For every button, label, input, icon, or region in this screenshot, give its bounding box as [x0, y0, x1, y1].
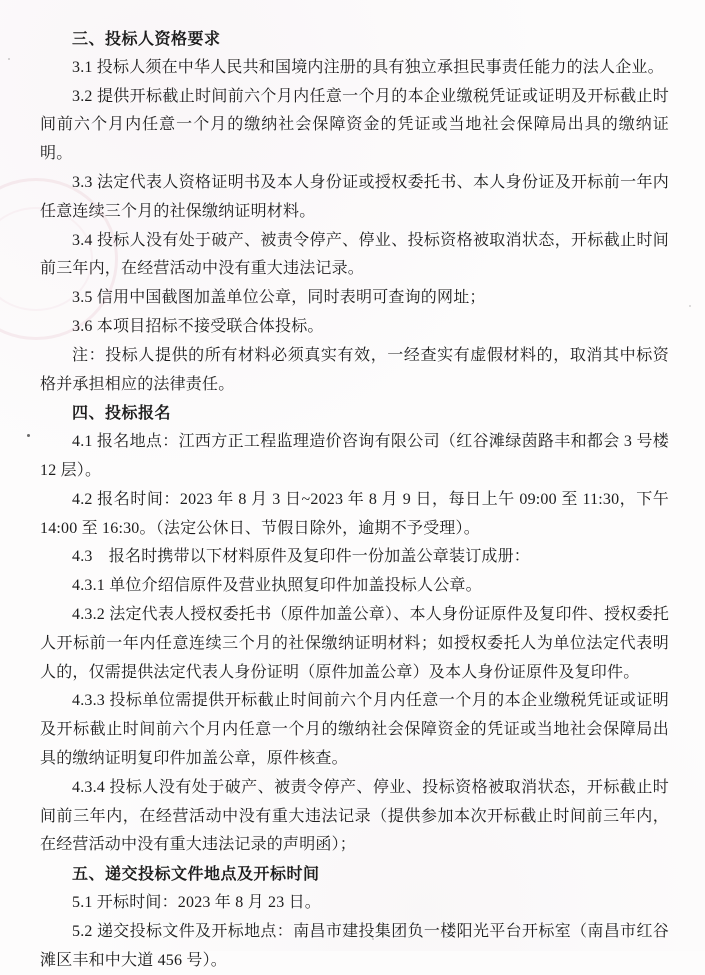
paragraph: 4.3.3 投标单位需提供开标截止时间前六个月内任意一个月的本企业缴税凭证或证明及开标截止时间前六个月内任意一个月的缴纳社会保障资金的凭证或当地社会保障局出具的缴纳证明复印件加盖公章，原件核查。 — [40, 692, 669, 767]
scan-speck — [8, 58, 10, 60]
paragraph: 4.2 报名时间：2023 年 8 月 3 日~2023 年 8 月 9 日，每日上午 09:00 至 11:30，下午 14:00 至 16:30。（法定公休日、节假日除外，逾期不予受理）。 — [40, 490, 669, 537]
paragraph: 4.3.2 法定代表人授权委托书（原件加盖公章）、本人身份证原件及复印件、授权委托人开标前一年内任意连续三个月的社保缴纳证明材料；如授权委托人为单位法定代表明人的，仅需提供法定代表人身份证明（原件加盖公章）及本人身份证原件及复印件。 — [40, 605, 669, 681]
paragraph: 4.3 报名时携带以下材料原件及复印件一份加盖公章装订成册： — [72, 548, 531, 566]
paragraph: 4.3.4 投标人没有处于破产、被责令停产、停业、投标资格被取消状态，开标截止时间前三年内，在经营活动中没有重大违法记录（提供参加本次开标截止时间前三年内，在经营活动中没有重大违法记录的声明函）； — [40, 778, 669, 854]
paragraph: 3.2 提供开标截止时间前六个月内任意一个月的本企业缴税凭证或证明及开标截止时间前六个月内任意一个月的缴纳社会保障资金的凭证或当地社会保障局出具的缴纳证明。 — [40, 87, 669, 163]
paragraph: 4.1 报名地点：江西方正工程监理造价咨询有限公司（红谷滩绿茵路丰和都会 3 号楼 12 层）。 — [40, 433, 669, 479]
paragraph: 4.3.1 单位介绍信原件及营业执照复印件加盖投标人公章。 — [72, 577, 482, 595]
paragraph: 5.1 开标时间：2023 年 8 月 23 日。 — [72, 893, 322, 911]
paragraph: 3.3 法定代表人资格证明书及本人身份证或授权委托书、本人身份证及开标前一年内任意连续三个月的社保缴纳证明材料。 — [40, 173, 669, 220]
section-heading: 四、投标报名 — [72, 403, 172, 423]
paragraph: 3.1 投标人须在中华人民共和国境内注册的具有独立承担民事责任能力的法人企业。 — [72, 58, 664, 76]
paragraph: 3.4 投标人没有处于破产、被责令停产、停业、投标资格被取消状态，开标截止时间前三年内，在经营活动中没有重大违法记录。 — [40, 231, 669, 278]
paragraph: 3.6 本项目招标不接受联合体投标。 — [72, 317, 324, 335]
paragraph: 5.2 递交投标文件及开标地点：南昌市建投集团负一楼阳光平台开标室（南昌市红谷滩区丰和中大道 456 号）。 — [40, 922, 669, 969]
document-body — [40, 25, 669, 975]
section-heading: 三、投标人资格要求 — [72, 29, 221, 48]
section-heading: 五、递交投标文件地点及开标时间 — [72, 864, 320, 884]
scan-speck — [27, 434, 30, 437]
paragraph: 注：投标人提供的所有材料必须真实有效，一经查实有虚假材料的，取消其中标资格并承担相应的法律责任。 — [40, 346, 669, 393]
scan-speck — [689, 305, 691, 307]
paragraph: 3.5 信用中国截图加盖单位公章，同时表明可查询的网址； — [72, 289, 486, 307]
